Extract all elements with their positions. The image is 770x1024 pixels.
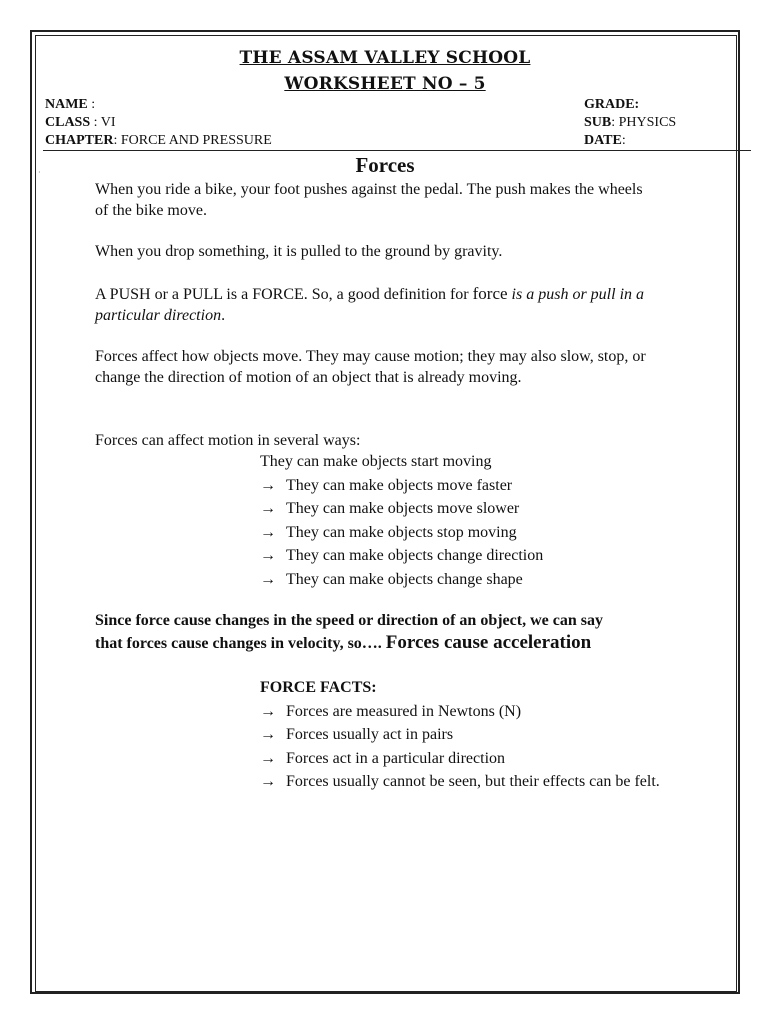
paragraph-gravity: When you drop something, it is pulled to the ground by gravity. bbox=[95, 243, 503, 260]
conclusion-text: that forces cause changes in velocity, so…. bbox=[95, 635, 386, 652]
conclusion-line-2 bbox=[95, 632, 715, 654]
definition-force-word: force bbox=[472, 284, 508, 303]
chapter-label: CHAPTER bbox=[45, 133, 114, 148]
chapter-value: : FORCE AND PRESSURE bbox=[113, 133, 272, 148]
date-label: DATE bbox=[584, 133, 622, 148]
school-title: THE ASSAM VALLEY SCHOOL bbox=[239, 48, 531, 68]
list-item: → They can make objects stop moving bbox=[260, 521, 543, 545]
arrow-icon: → bbox=[260, 570, 276, 588]
grade-field bbox=[584, 96, 639, 114]
list-item: → They can make objects change direction bbox=[260, 544, 543, 568]
stray-dot: · bbox=[38, 168, 41, 177]
subject-label: SUB bbox=[584, 115, 612, 130]
arrow-icon: → bbox=[260, 476, 276, 494]
list-item: → Forces usually cannot be seen, but their effects can be felt. bbox=[260, 770, 660, 794]
list-item: → Forces are measured in Newtons (N) bbox=[260, 700, 660, 724]
list-item: → Forces usually act in pairs bbox=[260, 723, 660, 747]
chapter-field bbox=[45, 132, 272, 150]
arrow-icon: → bbox=[260, 726, 276, 743]
definition-text: A PUSH or a PULL is a FORCE. So, a good definition for bbox=[95, 286, 473, 303]
subject-value: : PHYSICS bbox=[611, 115, 677, 130]
arrow-icon: → bbox=[260, 523, 276, 541]
facts-list bbox=[260, 676, 660, 794]
paragraph-ways: Forces can affect motion in several ways: bbox=[95, 432, 361, 449]
paragraph-bike: When you ride a bike, your foot pushes against the pedal. The push makes the wheels of the bike move. bbox=[95, 181, 643, 219]
definition-italic: is a push or pull in a particular direction bbox=[95, 286, 645, 324]
arrow-icon: → bbox=[260, 773, 276, 790]
conclusion-emphasis: Forces cause acceleration bbox=[385, 632, 592, 653]
date-separator: : bbox=[621, 133, 626, 148]
motion-list bbox=[260, 450, 543, 591]
list-item: → Forces act in a particular direction bbox=[260, 747, 660, 771]
list-item: They can make objects start moving bbox=[260, 453, 492, 470]
grade-label: GRADE: bbox=[584, 97, 640, 112]
subject-field bbox=[584, 114, 676, 132]
list-item: → They can make objects change shape bbox=[260, 568, 543, 592]
class-value: : VI bbox=[90, 115, 116, 130]
class-label: CLASS bbox=[45, 115, 91, 130]
facts-title: FORCE FACTS: bbox=[260, 679, 377, 696]
paragraph-definition bbox=[95, 283, 655, 326]
class-field bbox=[45, 114, 116, 132]
arrow-icon: → bbox=[260, 500, 276, 517]
section-heading: Forces bbox=[355, 153, 415, 177]
name-field bbox=[45, 96, 95, 114]
arrow-icon: → bbox=[260, 547, 276, 564]
arrow-icon: → bbox=[260, 702, 276, 720]
list-item: → They can make objects move faster bbox=[260, 474, 543, 498]
conclusion-line-1: Since force cause changes in the speed or direction of an object, we can say bbox=[95, 612, 603, 629]
header-divider bbox=[43, 150, 751, 151]
paragraph-motion: Forces affect how objects move. They may cause motion; they may also slow, stop, or change the direction of motion of an object that is already moving. bbox=[95, 348, 646, 386]
list-item: → They can make objects move slower bbox=[260, 497, 543, 521]
arrow-icon: → bbox=[260, 749, 276, 767]
name-separator: : bbox=[87, 97, 96, 112]
date-field bbox=[584, 132, 626, 150]
worksheet-title: WORKSHEET NO – 5 bbox=[284, 74, 486, 94]
definition-end: . bbox=[221, 307, 226, 324]
name-label: NAME bbox=[45, 97, 88, 112]
